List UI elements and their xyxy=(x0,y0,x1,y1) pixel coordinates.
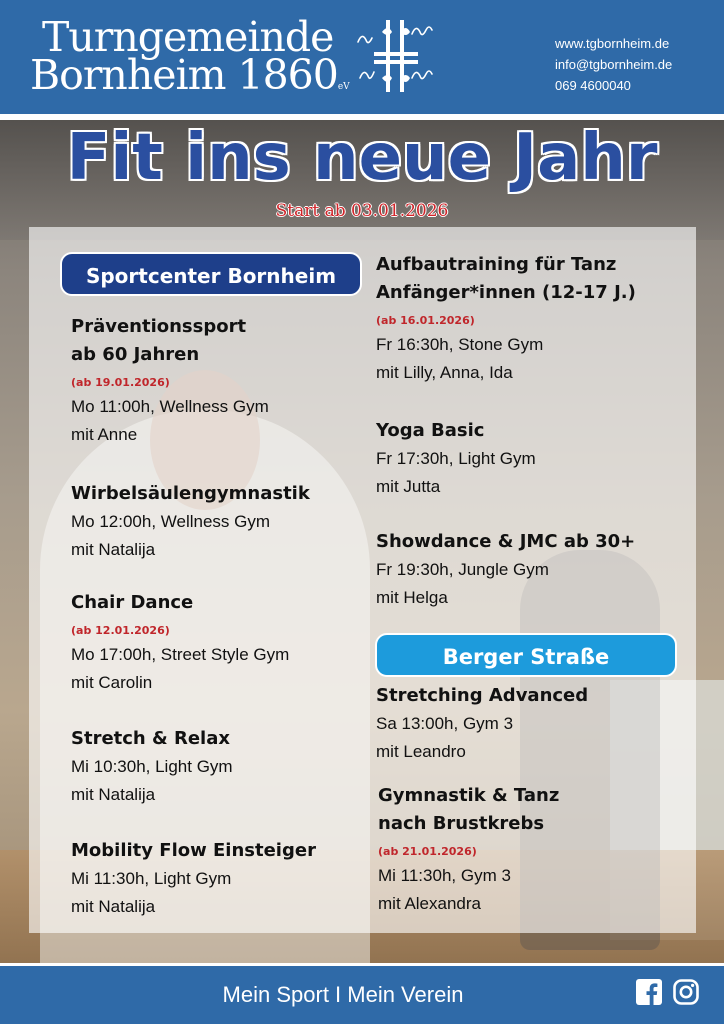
class-name-line2: nach Brustkrebs xyxy=(378,813,545,834)
class-showdance xyxy=(376,528,635,612)
poster-title: Fit ins neue Jahr xyxy=(66,121,658,195)
logo-line-1: Turngemeinde xyxy=(42,13,334,61)
class-name: Mobility Flow Einsteiger xyxy=(71,840,316,861)
class-trainer: mit Natalija xyxy=(71,897,156,916)
website-link[interactable]: www.tgbornheim.de xyxy=(555,36,670,51)
class-gymnastik-tanz xyxy=(378,782,559,918)
class-chair-dance xyxy=(71,589,289,697)
phone-number: 069 4600040 xyxy=(555,78,631,93)
class-aufbautraining xyxy=(376,251,636,387)
header-bar xyxy=(0,0,724,114)
class-stretch-relax xyxy=(71,725,233,809)
class-trainer: mit Alexandra xyxy=(378,894,481,913)
class-name: Yoga Basic xyxy=(376,420,485,441)
class-yoga-basic xyxy=(376,417,536,501)
class-time: Mi 11:30h, Gym 3 xyxy=(378,866,511,885)
class-time: Fr 16:30h, Stone Gym xyxy=(376,335,544,354)
logo-line-2 xyxy=(30,51,350,108)
class-stretching-advanced xyxy=(376,682,588,766)
class-name: Stretch & Relax xyxy=(71,728,230,749)
class-start-date: (ab 21.01.2026) xyxy=(378,845,477,858)
class-trainer: mit Leandro xyxy=(376,742,466,761)
class-start-date: (ab 19.01.2026) xyxy=(71,376,170,389)
class-time: Fr 19:30h, Jungle Gym xyxy=(376,560,549,579)
class-trainer: mit Anne xyxy=(71,425,138,444)
class-trainer: mit Helga xyxy=(376,588,448,607)
logo-line-2-text: Bornheim 1860 xyxy=(30,51,338,99)
class-time: Sa 13:00h, Gym 3 xyxy=(376,714,514,733)
instagram-icon[interactable] xyxy=(673,979,699,1005)
class-trainer: mit Lilly, Anna, Ida xyxy=(376,363,513,382)
class-name-line2: ab 60 Jahren xyxy=(71,344,200,365)
class-name: Stretching Advanced xyxy=(376,685,589,706)
class-time: Mi 11:30h, Light Gym xyxy=(71,869,232,888)
class-wirbelsaeulengymnastik xyxy=(71,480,310,564)
contact-block xyxy=(555,33,672,96)
turner-cross-emblem xyxy=(356,18,436,96)
class-praeventionssport xyxy=(71,313,269,449)
footer-bar xyxy=(0,963,724,1024)
location-sportcenter-badge: Sportcenter Bornheim xyxy=(60,252,362,296)
class-start-date: (ab 12.01.2026) xyxy=(71,624,170,637)
class-mobility-flow xyxy=(71,837,316,921)
class-time: Mi 10:30h, Light Gym xyxy=(71,757,233,776)
class-start-date: (ab 16.01.2026) xyxy=(376,314,475,327)
class-trainer: mit Natalija xyxy=(71,540,156,559)
logo-ev: eV xyxy=(337,82,350,92)
class-time: Mo 11:00h, Wellness Gym xyxy=(71,397,269,416)
class-time: Mo 17:00h, Street Style Gym xyxy=(71,645,290,664)
class-trainer: mit Carolin xyxy=(71,673,153,692)
footer-slogan: Mein Sport I Mein Verein xyxy=(222,982,464,1007)
class-name: Showdance & JMC ab 30+ xyxy=(376,531,636,552)
class-name: Chair Dance xyxy=(71,592,194,613)
class-time: Fr 17:30h, Light Gym xyxy=(376,449,536,468)
class-trainer: mit Natalija xyxy=(71,785,156,804)
class-name: Gymnastik & Tanz xyxy=(378,785,560,806)
class-time: Mo 12:00h, Wellness Gym xyxy=(71,512,271,531)
facebook-icon[interactable] xyxy=(636,979,662,1005)
start-date: Start ab 03.01.2026 xyxy=(275,201,449,221)
email-link[interactable]: info@tgbornheim.de xyxy=(555,57,673,72)
location-berger-badge: Berger Straße xyxy=(375,633,677,677)
class-trainer: mit Jutta xyxy=(376,477,441,496)
class-name: Wirbelsäulengymnastik xyxy=(71,483,310,504)
class-name: Aufbautraining für Tanz xyxy=(376,254,617,275)
class-name: Präventionssport xyxy=(71,316,247,337)
class-name-line2: Anfänger*innen (12-17 J.) xyxy=(376,282,636,303)
